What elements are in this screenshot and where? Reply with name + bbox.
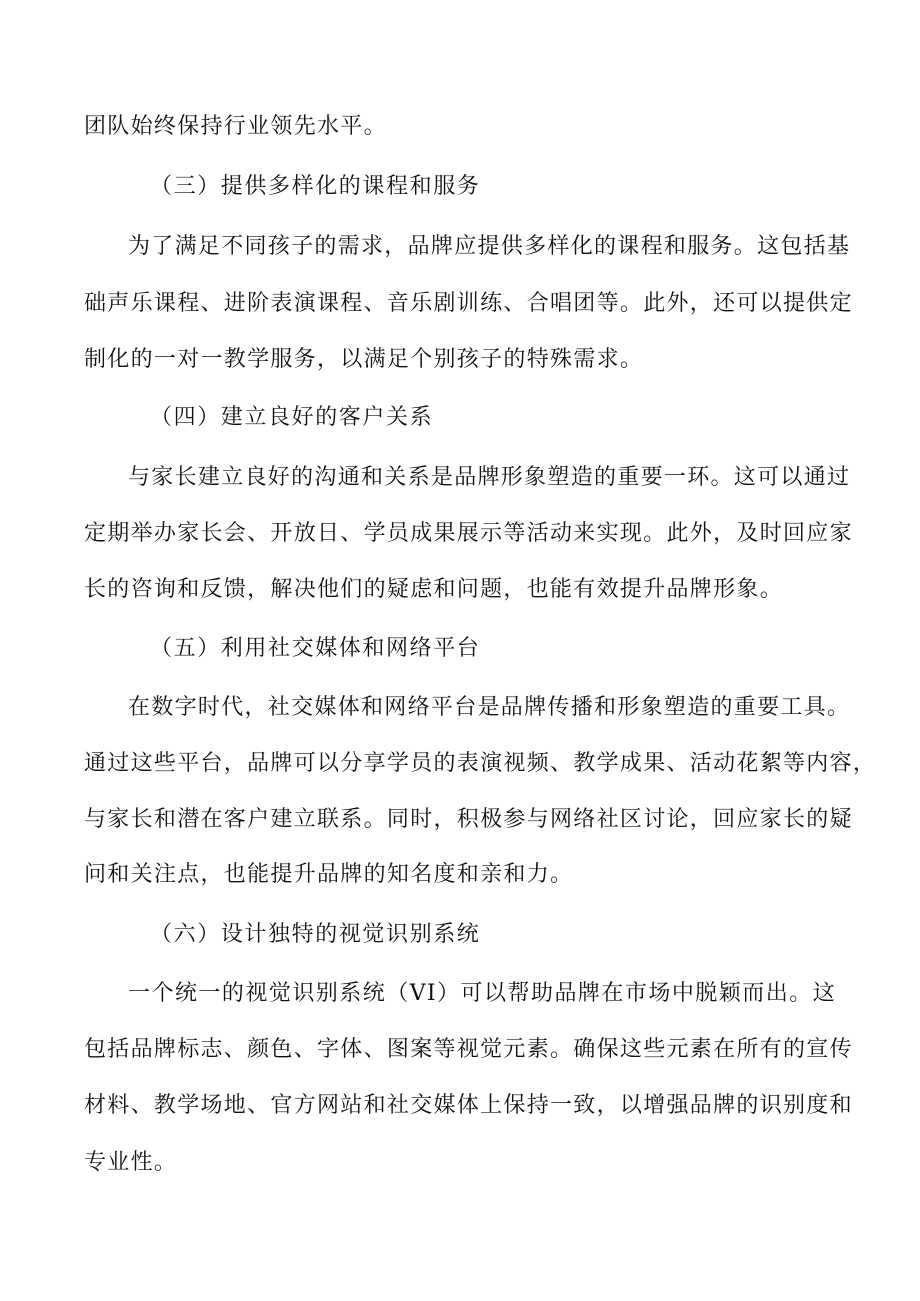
section-heading-4: （四）建立良好的客户关系: [150, 405, 434, 430]
paragraph-courses-line-1: 为了满足不同孩子的需求，品牌应提供多样化的课程和服务。这包括基: [128, 234, 851, 259]
section-heading-5: （五）利用社交媒体和网络平台: [150, 636, 481, 661]
paragraph-relations-line-3: 长的咨询和反馈，解决他们的疑虑和问题，也能有效提升品牌形象。: [84, 577, 784, 602]
paragraph-courses-line-3: 制化的一对一教学服务，以满足个别孩子的特殊需求。: [84, 347, 644, 372]
paragraph-social-line-1: 在数字时代，社交媒体和网络平台是品牌传播和形象塑造的重要工具。: [128, 695, 851, 720]
paragraph-line-continuation: 团队始终保持行业领先水平。: [84, 114, 387, 139]
paragraph-vi-line-1: 一个统一的视觉识别系统（VI）可以帮助品牌在市场中脱颖而出。这: [128, 981, 836, 1006]
paragraph-relations-line-1: 与家长建立良好的沟通和关系是品牌形象塑造的重要一环。这可以通过: [128, 465, 851, 490]
paragraph-social-line-2: 通过这些平台，品牌可以分享学员的表演视频、教学成果、活动花絮等内容，: [84, 751, 877, 776]
paragraph-vi-line-3: 材料、教学场地、官方网站和社交媒体上保持一致，以增强品牌的识别度和: [84, 1093, 853, 1118]
paragraph-social-line-3: 与家长和潜在客户建立联系。同时，积极参与网络社区讨论，回应家长的疑: [84, 807, 853, 832]
paragraph-vi-line-2: 包括品牌标志、颜色、字体、图案等视觉元素。确保这些元素在所有的宣传: [84, 1037, 853, 1062]
paragraph-social-line-4: 问和关注点，也能提升品牌的知名度和亲和力。: [84, 862, 574, 887]
paragraph-vi-line-4: 专业性。: [84, 1150, 178, 1175]
section-heading-6: （六）设计独特的视觉识别系统: [150, 922, 481, 947]
section-heading-3: （三）提供多样化的课程和服务: [150, 174, 481, 199]
paragraph-relations-line-2: 定期举办家长会、开放日、学员成果展示等活动来实现。此外，及时回应家: [84, 521, 853, 546]
paragraph-courses-line-2: 础声乐课程、进阶表演课程、音乐剧训练、合唱团等。此外，还可以提供定: [84, 291, 853, 316]
